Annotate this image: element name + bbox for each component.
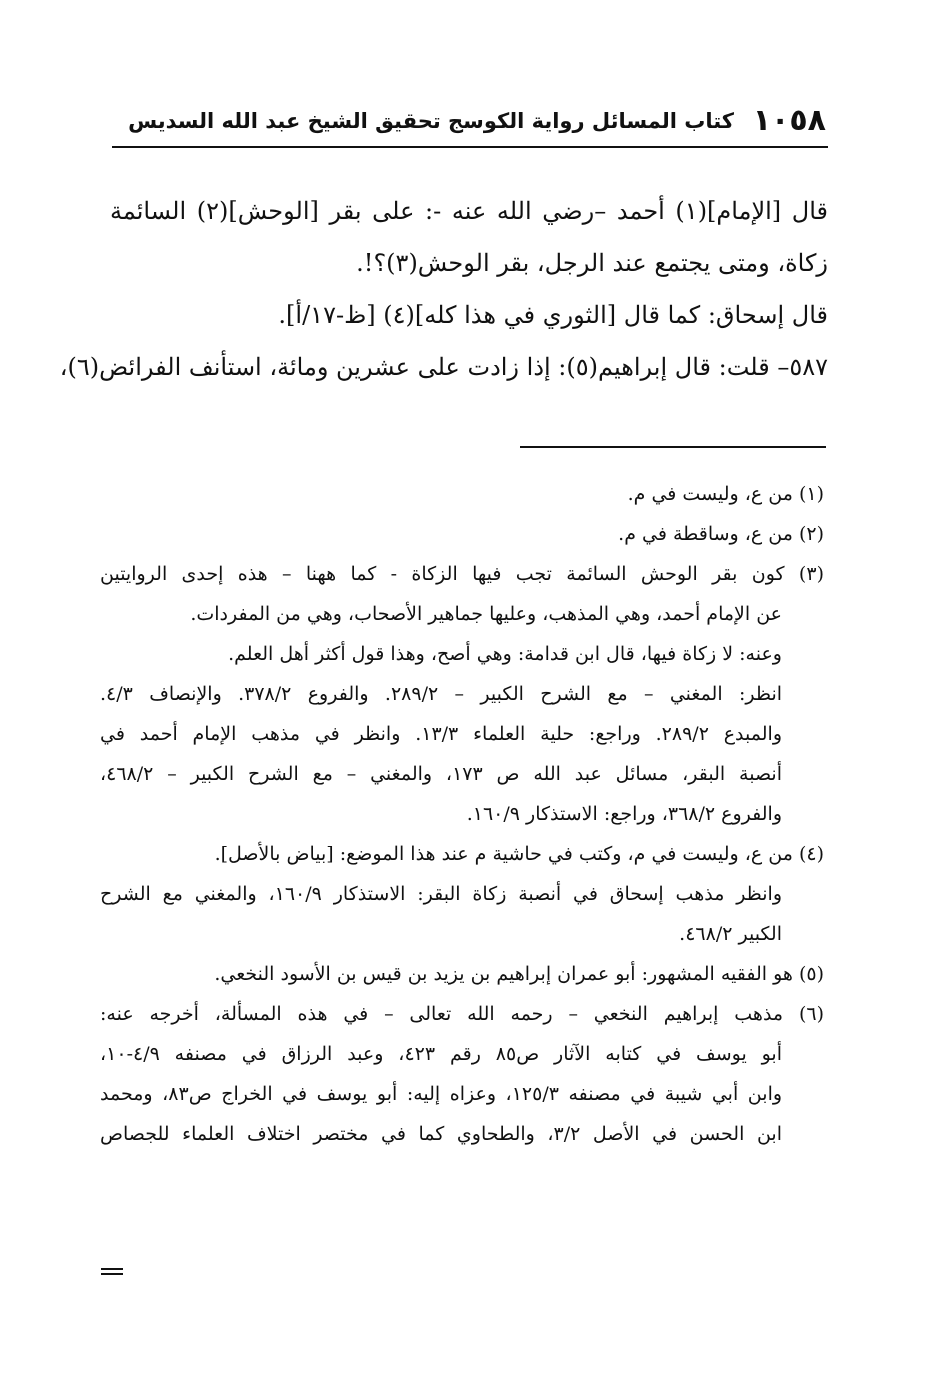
continuation-mark xyxy=(101,1268,123,1278)
footnote-line: وانظر مذهب إسحاق في أنصبة زكاة البقر: الاستذكار ١٦٠/٩، والمغني مع الشرح xyxy=(100,883,783,905)
footnote-line: أنصبة البقر، مسائل عبد الله ص ١٧٣، والمغني – مع الشرح الكبير – ٤٦٨/٢، xyxy=(100,763,782,785)
footnote-line: وابن أبي شيبة في مصنفه ١٢٥/٣، وعزاه إليه: أبو يوسف في الخراج ص٨٣، ومحمد xyxy=(100,1083,783,1105)
footnote-line: (٢) من ع، وساقطة في م. xyxy=(618,523,824,545)
book-title: كتاب المسائل رواية الكوسج تحقيق الشيخ عبد الله السديس xyxy=(128,109,734,133)
main-line: قال [الإمام](١) أحمد –رضي الله عنه -: على بقر [الوحش](٢) السائمة xyxy=(110,197,828,225)
header-rule xyxy=(112,146,828,148)
footnote-line: أبو يوسف في كتابه الآثار ص٨٥ رقم ٤٢٣، وعبد الرزاق في مصنفه ٤/٩-١٠، xyxy=(100,1043,783,1065)
footnote-line: (١) من ع، وليست في م. xyxy=(627,483,824,505)
footnote-line: (٦) مذهب إبراهيم النخعي – رحمه الله تعالى – في هذه المسألة، أخرجه عنه: xyxy=(100,1003,824,1025)
footnote-line: ابن الحسن في الأصل ٣/٢، والطحاوي كما في مختصر اختلاف العلماء للجصاص xyxy=(100,1123,782,1145)
footnote-line: عن الإمام أحمد، وهي المذهب، وعليها جماهير الأصحاب، وهي من المفردات. xyxy=(190,603,782,625)
footnote-line: (٤) من ع، وليست في م، وكتب في حاشية م عند هذا الموضع: [بياض بالأصل]. xyxy=(214,843,824,865)
footnote-line: انظر: المغني – مع الشرح الكبير – ٢٨٩/٢. والفروع ٣٧٨/٢. والإنصاف ٤/٣. xyxy=(100,683,783,705)
running-header xyxy=(110,100,826,146)
footnote-line: والمبدع ٢٨٩/٢. وراجع: حلية العلماء ١٣/٣. وانظر في مذهب الإمام أحمد في xyxy=(100,723,782,745)
main-line: قال إسحاق: كما قال [الثوري في هذا كله](٤) [ظ-١٧/أ]. xyxy=(278,301,828,329)
footnote-line: (٣) كون بقر الوحش السائمة تجب فيها الزكاة - كما ههنا – هذه إحدى الروايتين xyxy=(100,563,824,585)
main-text xyxy=(59,185,828,393)
footnote-separator xyxy=(520,446,826,448)
footnotes xyxy=(100,474,824,1154)
page-number: ١٠٥٨ xyxy=(752,103,826,138)
footnote-line: وعنه: لا زكاة فيها، قال ابن قدامة: وهي أصح، وهذا قول أكثر أهل العلم. xyxy=(228,643,782,665)
main-line: ٥٨٧– قلت: قال إبراهيم(٥): إذا زادت على عشرين ومائة، استأنف الفرائض(٦)، xyxy=(59,353,828,381)
footnote-line: الكبير ٤٦٨/٢. xyxy=(679,923,782,945)
footnote-line: (٥) هو الفقيه المشهور: أبو عمران إبراهيم بن يزيد بن قيس بن الأسود النخعي. xyxy=(214,963,824,985)
footnote-line: والفروع ٣٦٨/٢، وراجع: الاستذكار ١٦٠/٩. xyxy=(466,803,782,825)
main-line: زكاة، ومتى يجتمع عند الرجل، بقر الوحش(٣)؟!. xyxy=(356,249,828,277)
